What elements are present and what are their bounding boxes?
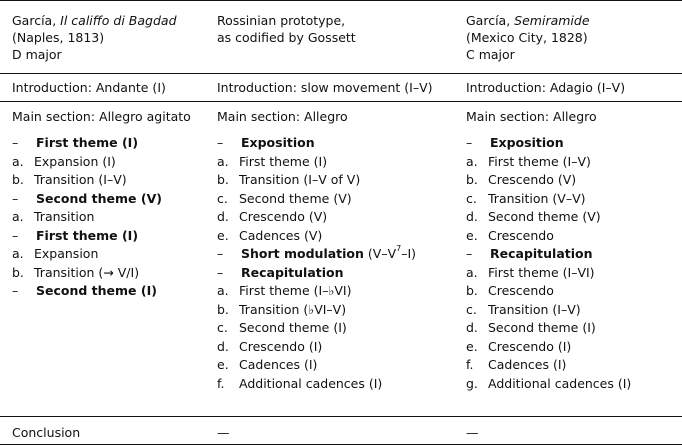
conclusion-col1: Conclusion (12, 425, 81, 440)
list-item-marker: b. (217, 172, 229, 187)
list-item-marker: a. (217, 283, 229, 298)
list-item-text: Recapitulation (241, 264, 344, 280)
list-item (466, 375, 631, 394)
list-item (12, 134, 162, 153)
col2-item-list (217, 134, 416, 393)
header-col3-key: C major (466, 47, 515, 62)
list-item (12, 208, 162, 227)
bottom-rule (0, 444, 682, 445)
list-item (217, 338, 416, 357)
conclusion-col2: — (217, 425, 230, 440)
intro-rule (0, 101, 682, 102)
main-section-col1: Main section: Allegro agitato (12, 109, 191, 124)
list-item-marker: e. (466, 227, 478, 243)
list-item-text: Transition (♭VI–V) (239, 301, 347, 317)
list-item-text: First theme (I–V) (488, 153, 591, 169)
list-item (12, 190, 162, 209)
list-item (466, 319, 631, 338)
header-col3 (466, 12, 590, 63)
list-item (217, 264, 416, 283)
list-item-text: Transition (34, 209, 95, 224)
list-item-text: Transition (I–V) (34, 172, 127, 187)
list-item-text: Crescendo (I) (239, 338, 323, 354)
list-item (12, 245, 162, 264)
header-col2-line2: as codified by Gossett (217, 30, 356, 45)
list-item-text: Crescendo (V) (488, 172, 577, 187)
list-item-marker: c. (466, 301, 477, 317)
header-col3-title: Semiramide (514, 13, 590, 28)
list-item (466, 338, 631, 357)
list-item-text: Additional cadences (I) (488, 375, 632, 391)
header-col1-place: (Naples, 1813) (12, 30, 105, 45)
list-item-text: First theme (I–VI) (488, 264, 595, 280)
list-item-text: Recapitulation (490, 246, 593, 261)
list-item-marker: d. (217, 209, 229, 224)
list-item (466, 171, 631, 190)
list-item-suffix-end: –I) (401, 246, 417, 261)
list-item-text: First theme (I) (239, 153, 328, 169)
list-item-marker: b. (12, 264, 24, 280)
header-col1-author: García, (12, 13, 61, 28)
list-item (466, 282, 631, 301)
list-item-marker: – (12, 135, 19, 150)
list-item-marker: e. (217, 357, 229, 372)
list-item-text: Second theme (I) (36, 283, 157, 298)
list-item (466, 245, 631, 264)
list-item-marker: – (12, 227, 19, 243)
main-section-col2: Main section: Allegro (217, 109, 348, 124)
list-item-marker: f. (217, 375, 225, 391)
list-item-marker: a. (466, 264, 478, 280)
list-item-text: Second theme (I) (488, 320, 596, 335)
list-item-marker: c. (217, 320, 228, 335)
top-rule (0, 0, 682, 1)
list-item-text: Transition (I–V) (488, 301, 581, 317)
list-item-marker: b. (12, 172, 24, 187)
list-item-text: Expansion (34, 246, 99, 261)
list-item-text: Crescendo (488, 283, 554, 298)
list-item-marker: b. (466, 283, 478, 298)
list-item (466, 301, 631, 320)
list-item-text: First theme (I–♭VI) (239, 283, 352, 298)
list-item-marker: g. (466, 375, 478, 391)
list-item-text: Second theme (V) (36, 190, 162, 206)
list-item-text: Crescendo (V) (239, 209, 328, 224)
list-item-text: Cadences (V) (239, 227, 323, 243)
list-item-marker: – (12, 283, 19, 298)
list-item-marker: e. (217, 227, 229, 243)
list-item-marker: d. (466, 209, 478, 224)
list-item-marker: a. (12, 153, 24, 169)
list-item-text: First theme (I) (36, 135, 139, 150)
list-item-text: Transition (V–V) (488, 190, 586, 206)
list-item-marker: d. (217, 338, 229, 354)
conclusion-col3: — (466, 425, 479, 440)
list-item (466, 227, 631, 246)
intro-col3: Introduction: Adagio (I–V) (466, 80, 626, 95)
header-col2-line1: Rossinian prototype, (217, 13, 346, 28)
list-item (466, 190, 631, 209)
list-item (217, 208, 416, 227)
list-item (217, 153, 416, 172)
list-item-marker: c. (466, 190, 477, 206)
list-item (217, 356, 416, 375)
list-item (12, 264, 162, 283)
list-item-text: First theme (I) (36, 227, 139, 243)
list-item (217, 227, 416, 246)
list-item (217, 134, 416, 153)
list-item (217, 319, 416, 338)
list-item-marker: – (217, 135, 224, 150)
list-item-marker: a. (12, 246, 24, 261)
list-item-text: Short modulation (241, 246, 364, 261)
list-item-text: Crescendo (I) (488, 338, 572, 354)
list-item-marker: – (466, 246, 473, 261)
list-item (12, 153, 162, 172)
list-item-marker: – (217, 264, 224, 280)
header-col1-key: D major (12, 47, 62, 62)
list-item (217, 245, 416, 264)
list-item (12, 282, 162, 301)
list-item-marker: – (466, 135, 473, 150)
list-item (466, 356, 631, 375)
list-item-marker: – (217, 246, 224, 261)
list-item (217, 282, 416, 301)
col1-item-list (12, 134, 162, 301)
list-item-text: Exposition (490, 135, 564, 150)
list-item (12, 171, 162, 190)
list-item (12, 227, 162, 246)
list-item-text: Second theme (V) (239, 190, 352, 206)
list-item-marker: e. (466, 338, 478, 354)
list-item-text: Cadences (I) (488, 357, 567, 372)
list-item (217, 375, 416, 394)
intro-col2: Introduction: slow movement (I–V) (217, 80, 433, 95)
list-item (466, 208, 631, 227)
list-item (466, 153, 631, 172)
header-col3-place: (Mexico City, 1828) (466, 30, 588, 45)
header-col1 (12, 12, 177, 63)
list-item-text: Expansion (I) (34, 153, 116, 169)
list-item-marker: d. (466, 320, 478, 335)
list-item-text: Second theme (I) (239, 320, 347, 335)
list-item-marker: b. (466, 172, 478, 187)
list-item-text: Cadences (I) (239, 357, 318, 372)
list-item-marker: b. (217, 301, 229, 317)
header-col3-author: García, (466, 13, 515, 28)
header-rule (0, 73, 682, 74)
list-item (217, 190, 416, 209)
list-item (466, 134, 631, 153)
list-item-marker: a. (12, 209, 24, 224)
list-item-suffix: (V–V (363, 246, 397, 261)
list-item-text: Transition (I–V of V) (239, 172, 361, 187)
list-item-marker: f. (466, 357, 474, 372)
intro-col1: Introduction: Andante (I) (12, 80, 166, 95)
header-col2 (217, 12, 356, 46)
header-col1-title: Il califfo di Bagdad (60, 13, 177, 28)
col3-item-list (466, 134, 631, 393)
list-item-marker: – (12, 190, 19, 206)
list-item-text: Additional cadences (I) (239, 375, 383, 391)
seventh-superscript: 7 (396, 244, 402, 253)
list-item (466, 264, 631, 283)
conclusion-rule (0, 416, 682, 417)
list-item-text: Transition (→ V/I) (34, 264, 140, 280)
list-item-marker: c. (217, 190, 228, 206)
list-item-text: Exposition (241, 135, 315, 150)
list-item (217, 301, 416, 320)
list-item-text: Crescendo (488, 227, 554, 243)
list-item-text: Second theme (V) (488, 209, 601, 224)
list-item-marker: a. (466, 153, 478, 169)
list-item-marker: a. (217, 153, 229, 169)
list-item (217, 171, 416, 190)
main-section-col3: Main section: Allegro (466, 109, 597, 124)
